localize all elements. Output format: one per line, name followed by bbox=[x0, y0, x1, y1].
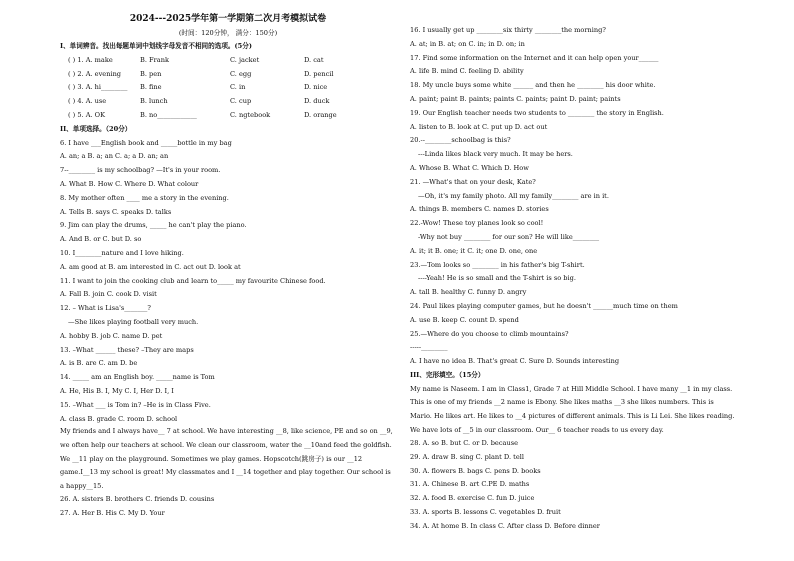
question-line: A. an; a B. a; an C. a; a D. an; an bbox=[60, 152, 169, 161]
question-line: A. it; it B. one; it C. it; one D. one, one bbox=[410, 246, 538, 255]
phonics-row bbox=[60, 81, 396, 95]
phonics-option: ( ) 3. A. hi________ bbox=[68, 83, 128, 92]
question-line: A. Tells B. says C. speaks D. talks bbox=[60, 207, 172, 216]
phonics-row bbox=[60, 54, 396, 68]
question-line: 23.—Tom looks so ________ in his father's big T-shirt. bbox=[410, 260, 585, 269]
section2-right-lines bbox=[410, 24, 735, 369]
cloze-passage-left: My friends and I always have__ 7 at school. We have interesting __8, like science, PE and so on __9, we often help our teachers at school. We clean our classroom, water the __10and feed the goldfish. We __11 play on the playground. Sometimes we play games. Hopscotch(跳房子) is our __12 game.I__13 my school is great! My classmates and I __14 together and play together. Our school is a happy__15. bbox=[60, 427, 393, 490]
cloze-options-left bbox=[60, 493, 396, 521]
section1-rows bbox=[60, 54, 396, 123]
question-line: —Oh, it's my family photo. All my family________ are in it. bbox=[418, 191, 609, 200]
question-line: A. at; in B. at; on C. in; in D. on; in bbox=[410, 39, 525, 48]
phonics-option: ( ) 2. A. evening bbox=[68, 69, 122, 78]
phonics-option: ( ) 1. A. make bbox=[68, 55, 113, 64]
question-line: A. Whose B. What C. Which D. How bbox=[410, 163, 529, 172]
question-line: A. paint; paint B. paints; paints C. paints; paint D. paint; paints bbox=[410, 94, 621, 103]
section2-heading: II、单项选择。（20分） bbox=[60, 124, 132, 133]
phonics-option: B. pen bbox=[140, 69, 162, 78]
cloze-option-line: 28. A. so B. but C. or D. because bbox=[410, 439, 518, 448]
cloze-option-line: 27. A. Her B. His C. My D. Your bbox=[60, 509, 165, 518]
question-line: -----________ bbox=[410, 343, 448, 352]
question-line: 8. My mother often ____ me a story in the evening. bbox=[60, 193, 229, 202]
cloze-option-line: 26. A. sisters B. brothers C. friends D. cousins bbox=[60, 495, 215, 504]
cloze-options-right bbox=[410, 437, 735, 534]
cloze-option-line: 31. A. Chinese B. art C.PE D. maths bbox=[410, 480, 530, 489]
question-line: ----Yeah! He is so small and the T-shirt is so big. bbox=[418, 274, 576, 283]
exam-subtitle: (时间：120分钟， 满分：150分) bbox=[178, 29, 278, 37]
question-line: A. hobby B. job C. name D. pet bbox=[60, 331, 163, 340]
phonics-option: C. cup bbox=[230, 97, 252, 106]
section1-heading: I、单词辨音。找出每题单词中划线字母发音不相同的选项。(5分) bbox=[60, 42, 252, 50]
cloze-option-line: 32. A. food B. exercise C. fun D. juice bbox=[410, 494, 535, 503]
exam-title: 2024---2025学年第一学期第二次月考模拟试卷 bbox=[129, 14, 327, 24]
question-line: A. class B. grade C. room D. school bbox=[60, 414, 178, 423]
question-line: 19. Our English teacher needs two students to ________ the story in English. bbox=[410, 108, 664, 117]
question-line: 25.—Where do you choose to climb mountains? bbox=[410, 329, 569, 338]
question-line: 18. My uncle buys some white ______ and then he ________ his door white. bbox=[410, 81, 656, 90]
phonics-row bbox=[60, 109, 396, 123]
question-line: A. life B. mind C. feeling D. ability bbox=[410, 67, 524, 76]
section2-left-lines bbox=[60, 137, 396, 427]
cloze-passage-right: My name is Naseem. I am in Class1, Grade 7 at Hill Middle School. I have many __1 in my class. This is one of my friends __2 name is Ebony. She likes maths __3 she likes numbers. This is Mario. He likes art. He likes to __4 pictures of different animals. This is Li Lei. She likes reading. We have lots of __5 in our classroom. Our__ 6 teacher reads to us every day. bbox=[410, 384, 735, 434]
right-column bbox=[410, 24, 735, 534]
phonics-option: D. nice bbox=[304, 83, 328, 92]
phonics-option: C. in bbox=[230, 83, 246, 92]
cloze-option-line: 30. A. flowers B. bags C. pens D. books bbox=[410, 466, 541, 475]
phonics-option: D. cat bbox=[304, 55, 324, 64]
question-line: 12. – What is Lisa's_______? bbox=[60, 304, 151, 313]
phonics-option: C. ngtebook bbox=[230, 110, 271, 119]
question-line: 17. Find some information on the Internet and it can help open your______ bbox=[410, 53, 659, 62]
phonics-option: B. no____________ bbox=[140, 110, 197, 119]
question-line: A. And B. or C. but D. so bbox=[60, 235, 142, 244]
question-line: 22.-Wow! These toy planes look so cool! bbox=[410, 219, 544, 228]
question-line: 15. –What ___ is Tom in? –He is in Class Five. bbox=[60, 400, 211, 409]
question-line: A. is B. are C. am D. be bbox=[60, 359, 138, 368]
question-line: A. use B. keep C. count D. spend bbox=[410, 315, 519, 324]
phonics-option: ( ) 4. A. use bbox=[68, 97, 107, 106]
question-line: A. things B. members C. names D. stories bbox=[410, 205, 549, 214]
question-line: A. tall B. healthy C. funny D. angry bbox=[410, 288, 527, 297]
phonics-option: ( ) 5. A. OK bbox=[68, 110, 106, 119]
section3-heading: III、完形填空。（15分） bbox=[410, 370, 485, 379]
phonics-option: B. lunch bbox=[140, 97, 168, 106]
question-line: A. am good at B. am interested in C. act out D. look at bbox=[60, 262, 241, 271]
question-line: 13. –What ______ these? –They are maps bbox=[60, 345, 194, 354]
phonics-option: D. orange bbox=[304, 110, 337, 119]
phonics-option: C. egg bbox=[230, 69, 252, 78]
phonics-option: B. fine bbox=[140, 83, 162, 92]
phonics-option: D. pencil bbox=[304, 69, 334, 78]
cloze-option-line: 34. A. At home B. In class C. After class D. Before dinner bbox=[410, 521, 600, 530]
question-line: 14. _____ am an English boy. _____name is Tom bbox=[60, 373, 215, 382]
question-line: A. What B. How C. Where D. What colour bbox=[60, 179, 199, 188]
cloze-option-line: 29. A. draw B. sing C. plant D. tell bbox=[410, 452, 524, 461]
question-line: 11. I want to join the cooking club and learn to_____ my favourite Chinese food. bbox=[60, 276, 326, 285]
cloze-option-line: 33. A. sports B. lessons C. vegetables D. fruit bbox=[410, 508, 561, 517]
phonics-option: B. Frank bbox=[140, 55, 169, 64]
question-line: -Why not buy ________ for our son? He will like________ bbox=[418, 232, 600, 241]
question-line: 20.--________schoolbag is this? bbox=[410, 136, 511, 145]
question-line: 21. —What's that on your desk, Kate? bbox=[410, 177, 536, 186]
question-line: 6. I have ___English book and _____bottle in my bag bbox=[60, 138, 232, 147]
question-line: A. I have no idea B. That's great C. Sure D. Sounds interesting bbox=[410, 357, 620, 366]
question-line: A. listen to B. look at C. put up D. act out bbox=[410, 122, 548, 131]
question-line: 7--________ is my schoolbag? —It's in your room. bbox=[60, 166, 221, 175]
phonics-option: D. duck bbox=[304, 97, 330, 106]
phonics-option: C. jacket bbox=[230, 55, 260, 64]
question-line: 10. I________nature and I love hiking. bbox=[60, 248, 184, 257]
question-line: A. Fall B. join C. cook D. visit bbox=[60, 290, 157, 299]
left-column bbox=[60, 40, 396, 521]
question-line: —She likes playing football very much. bbox=[68, 317, 199, 326]
phonics-row bbox=[60, 68, 396, 82]
question-line: 16. I usually get up ________six thirty ________the morning? bbox=[410, 26, 606, 34]
question-line: A. He, His B. I, My C. I, Her D. I, I bbox=[60, 386, 174, 395]
question-line: 9. Jim can play the drums, _____ he can't play the piano. bbox=[60, 221, 247, 230]
phonics-row bbox=[60, 95, 396, 109]
question-line: ---Linda likes black very much. It may be hers. bbox=[418, 150, 573, 159]
question-line: 24. Paul likes playing computer games, but he doesn't ______much time on them bbox=[410, 301, 678, 310]
